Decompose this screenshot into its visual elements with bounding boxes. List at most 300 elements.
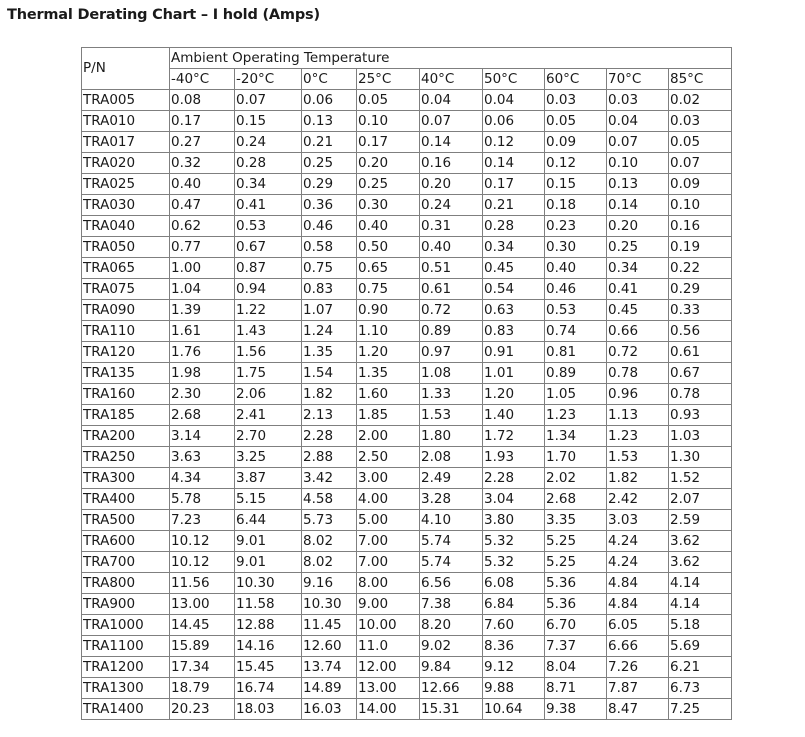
value-cell: 13.00 xyxy=(357,678,420,699)
value-cell: 11.56 xyxy=(170,573,235,594)
part-number-cell: TRA300 xyxy=(82,468,170,489)
value-cell: 5.78 xyxy=(170,489,235,510)
value-cell: 1.39 xyxy=(170,300,235,321)
value-cell: 10.12 xyxy=(170,552,235,573)
value-cell: 0.36 xyxy=(302,195,357,216)
value-cell: 12.00 xyxy=(357,657,420,678)
part-number-cell: TRA135 xyxy=(82,363,170,384)
value-cell: 0.20 xyxy=(420,174,483,195)
value-cell: 1.35 xyxy=(357,363,420,384)
value-cell: 7.38 xyxy=(420,594,483,615)
value-cell: 14.45 xyxy=(170,615,235,636)
value-cell: 0.53 xyxy=(235,216,302,237)
value-cell: 0.17 xyxy=(170,111,235,132)
value-cell: 2.28 xyxy=(483,468,545,489)
value-cell: 12.66 xyxy=(420,678,483,699)
value-cell: 1.03 xyxy=(669,426,732,447)
temp-header: 40°C xyxy=(420,69,483,90)
value-cell: 0.04 xyxy=(420,90,483,111)
table-row xyxy=(82,300,732,321)
value-cell: 0.83 xyxy=(302,279,357,300)
part-number-cell: TRA110 xyxy=(82,321,170,342)
value-cell: 6.73 xyxy=(669,678,732,699)
value-cell: 1.85 xyxy=(357,405,420,426)
value-cell: 7.00 xyxy=(357,531,420,552)
value-cell: 1.60 xyxy=(357,384,420,405)
value-cell: 0.91 xyxy=(483,342,545,363)
value-cell: 1.05 xyxy=(545,384,607,405)
value-cell: 0.58 xyxy=(302,237,357,258)
value-cell: 1.40 xyxy=(483,405,545,426)
value-cell: 0.13 xyxy=(607,174,669,195)
value-cell: 0.29 xyxy=(302,174,357,195)
value-cell: 1.20 xyxy=(357,342,420,363)
value-cell: 6.05 xyxy=(607,615,669,636)
value-cell: 1.43 xyxy=(235,321,302,342)
table-row xyxy=(82,447,732,468)
value-cell: 0.23 xyxy=(545,216,607,237)
value-cell: 0.75 xyxy=(302,258,357,279)
value-cell: 1.82 xyxy=(607,468,669,489)
value-cell: 0.16 xyxy=(420,153,483,174)
value-cell: 0.40 xyxy=(545,258,607,279)
value-cell: 9.38 xyxy=(545,699,607,720)
value-cell: 5.18 xyxy=(669,615,732,636)
value-cell: 8.36 xyxy=(483,636,545,657)
value-cell: 1.56 xyxy=(235,342,302,363)
value-cell: 0.45 xyxy=(483,258,545,279)
value-cell: 0.83 xyxy=(483,321,545,342)
value-cell: 7.60 xyxy=(483,615,545,636)
value-cell: 0.16 xyxy=(669,216,732,237)
value-cell: 14.16 xyxy=(235,636,302,657)
value-cell: 0.09 xyxy=(545,132,607,153)
value-cell: 0.20 xyxy=(357,153,420,174)
value-cell: 0.17 xyxy=(483,174,545,195)
part-number-cell: TRA900 xyxy=(82,594,170,615)
value-cell: 1.76 xyxy=(170,342,235,363)
value-cell: 0.32 xyxy=(170,153,235,174)
value-cell: 2.68 xyxy=(545,489,607,510)
value-cell: 2.68 xyxy=(170,405,235,426)
value-cell: 0.06 xyxy=(483,111,545,132)
value-cell: 3.00 xyxy=(357,468,420,489)
value-cell: 1.23 xyxy=(545,405,607,426)
value-cell: 7.37 xyxy=(545,636,607,657)
value-cell: 0.06 xyxy=(302,90,357,111)
value-cell: 1.04 xyxy=(170,279,235,300)
table-row xyxy=(82,405,732,426)
thermal-derating-table xyxy=(81,47,732,720)
value-cell: 1.00 xyxy=(170,258,235,279)
value-cell: 0.34 xyxy=(607,258,669,279)
value-cell: 4.00 xyxy=(357,489,420,510)
value-cell: 0.07 xyxy=(607,132,669,153)
value-cell: 2.49 xyxy=(420,468,483,489)
value-cell: 2.28 xyxy=(302,426,357,447)
value-cell: 1.52 xyxy=(669,468,732,489)
value-cell: 4.14 xyxy=(669,573,732,594)
value-cell: 15.45 xyxy=(235,657,302,678)
value-cell: 12.60 xyxy=(302,636,357,657)
header-row-group xyxy=(82,48,732,69)
value-cell: 0.12 xyxy=(483,132,545,153)
value-cell: 1.33 xyxy=(420,384,483,405)
part-number-cell: TRA160 xyxy=(82,384,170,405)
value-cell: 1.54 xyxy=(302,363,357,384)
value-cell: 3.25 xyxy=(235,447,302,468)
value-cell: 7.23 xyxy=(170,510,235,531)
value-cell: 9.84 xyxy=(420,657,483,678)
value-cell: 0.03 xyxy=(669,111,732,132)
table-row xyxy=(82,426,732,447)
value-cell: 6.56 xyxy=(420,573,483,594)
value-cell: 8.20 xyxy=(420,615,483,636)
value-cell: 1.98 xyxy=(170,363,235,384)
value-cell: 6.66 xyxy=(607,636,669,657)
value-cell: 9.16 xyxy=(302,573,357,594)
table-row xyxy=(82,489,732,510)
value-cell: 6.21 xyxy=(669,657,732,678)
value-cell: 0.21 xyxy=(302,132,357,153)
value-cell: 0.12 xyxy=(545,153,607,174)
part-number-cell: TRA500 xyxy=(82,510,170,531)
value-cell: 0.10 xyxy=(357,111,420,132)
value-cell: 0.63 xyxy=(483,300,545,321)
value-cell: 9.00 xyxy=(357,594,420,615)
value-cell: 1.24 xyxy=(302,321,357,342)
value-cell: 0.66 xyxy=(607,321,669,342)
value-cell: 1.30 xyxy=(669,447,732,468)
value-cell: 0.72 xyxy=(420,300,483,321)
part-number-cell: TRA1300 xyxy=(82,678,170,699)
value-cell: 0.81 xyxy=(545,342,607,363)
value-cell: 0.29 xyxy=(669,279,732,300)
table-row xyxy=(82,468,732,489)
value-cell: 0.24 xyxy=(235,132,302,153)
value-cell: 0.51 xyxy=(420,258,483,279)
value-cell: 0.13 xyxy=(302,111,357,132)
value-cell: 20.23 xyxy=(170,699,235,720)
value-cell: 0.24 xyxy=(420,195,483,216)
value-cell: 0.45 xyxy=(607,300,669,321)
value-cell: 0.05 xyxy=(669,132,732,153)
value-cell: 0.67 xyxy=(235,237,302,258)
value-cell: 2.13 xyxy=(302,405,357,426)
value-cell: 18.03 xyxy=(235,699,302,720)
value-cell: 9.02 xyxy=(420,636,483,657)
temp-header: 25°C xyxy=(357,69,420,90)
value-cell: 0.25 xyxy=(607,237,669,258)
value-cell: 8.02 xyxy=(302,552,357,573)
value-cell: 0.03 xyxy=(607,90,669,111)
value-cell: 14.00 xyxy=(357,699,420,720)
table-row xyxy=(82,174,732,195)
value-cell: 3.63 xyxy=(170,447,235,468)
value-cell: 0.25 xyxy=(357,174,420,195)
part-number-cell: TRA065 xyxy=(82,258,170,279)
temp-header: -40°C xyxy=(170,69,235,90)
value-cell: 9.01 xyxy=(235,552,302,573)
value-cell: 0.10 xyxy=(669,195,732,216)
value-cell: 0.25 xyxy=(302,153,357,174)
value-cell: 4.84 xyxy=(607,594,669,615)
value-cell: 1.53 xyxy=(607,447,669,468)
value-cell: 0.62 xyxy=(170,216,235,237)
value-cell: 1.93 xyxy=(483,447,545,468)
page-title: Thermal Derating Chart – I hold (Amps) xyxy=(7,7,320,23)
value-cell: 0.89 xyxy=(545,363,607,384)
value-cell: 0.46 xyxy=(545,279,607,300)
part-number-cell: TRA200 xyxy=(82,426,170,447)
table-row xyxy=(82,678,732,699)
table-row xyxy=(82,510,732,531)
table-row xyxy=(82,111,732,132)
value-cell: 2.06 xyxy=(235,384,302,405)
value-cell: 0.04 xyxy=(607,111,669,132)
value-cell: 1.13 xyxy=(607,405,669,426)
value-cell: 1.82 xyxy=(302,384,357,405)
part-number-cell: TRA030 xyxy=(82,195,170,216)
table-row xyxy=(82,552,732,573)
value-cell: 0.18 xyxy=(545,195,607,216)
value-cell: 1.10 xyxy=(357,321,420,342)
value-cell: 1.61 xyxy=(170,321,235,342)
table-row xyxy=(82,573,732,594)
value-cell: 7.26 xyxy=(607,657,669,678)
value-cell: 5.74 xyxy=(420,531,483,552)
value-cell: 3.62 xyxy=(669,552,732,573)
value-cell: 10.30 xyxy=(302,594,357,615)
value-cell: 5.00 xyxy=(357,510,420,531)
value-cell: 11.58 xyxy=(235,594,302,615)
value-cell: 0.05 xyxy=(545,111,607,132)
value-cell: 18.79 xyxy=(170,678,235,699)
value-cell: 0.08 xyxy=(170,90,235,111)
value-cell: 2.70 xyxy=(235,426,302,447)
value-cell: 0.54 xyxy=(483,279,545,300)
value-cell: 0.87 xyxy=(235,258,302,279)
value-cell: 0.67 xyxy=(669,363,732,384)
value-cell: 0.07 xyxy=(669,153,732,174)
value-cell: 0.14 xyxy=(607,195,669,216)
value-cell: 10.00 xyxy=(357,615,420,636)
value-cell: 3.35 xyxy=(545,510,607,531)
part-number-cell: TRA005 xyxy=(82,90,170,111)
value-cell: 0.09 xyxy=(669,174,732,195)
value-cell: 0.34 xyxy=(483,237,545,258)
part-number-cell: TRA050 xyxy=(82,237,170,258)
value-cell: 0.90 xyxy=(357,300,420,321)
value-cell: 0.46 xyxy=(302,216,357,237)
part-number-cell: TRA400 xyxy=(82,489,170,510)
value-cell: 5.15 xyxy=(235,489,302,510)
part-number-cell: TRA1000 xyxy=(82,615,170,636)
value-cell: 0.75 xyxy=(357,279,420,300)
part-number-cell: TRA1400 xyxy=(82,699,170,720)
value-cell: 9.12 xyxy=(483,657,545,678)
value-cell: 0.40 xyxy=(357,216,420,237)
value-cell: 5.32 xyxy=(483,531,545,552)
value-cell: 0.61 xyxy=(669,342,732,363)
value-cell: 12.88 xyxy=(235,615,302,636)
value-cell: 8.04 xyxy=(545,657,607,678)
value-cell: 1.70 xyxy=(545,447,607,468)
value-cell: 9.88 xyxy=(483,678,545,699)
table-row xyxy=(82,699,732,720)
table-row xyxy=(82,195,732,216)
value-cell: 0.15 xyxy=(235,111,302,132)
table-row xyxy=(82,132,732,153)
temperature-group-header: Ambient Operating Temperature xyxy=(170,48,732,69)
value-cell: 3.04 xyxy=(483,489,545,510)
value-cell: 0.17 xyxy=(357,132,420,153)
value-cell: 1.72 xyxy=(483,426,545,447)
temp-header: 85°C xyxy=(669,69,732,90)
value-cell: 0.96 xyxy=(607,384,669,405)
value-cell: 0.28 xyxy=(483,216,545,237)
value-cell: 15.89 xyxy=(170,636,235,657)
value-cell: 0.07 xyxy=(235,90,302,111)
value-cell: 0.04 xyxy=(483,90,545,111)
pn-header: P/N xyxy=(82,48,170,90)
value-cell: 7.87 xyxy=(607,678,669,699)
value-cell: 14.89 xyxy=(302,678,357,699)
value-cell: 1.22 xyxy=(235,300,302,321)
value-cell: 0.78 xyxy=(607,363,669,384)
value-cell: 4.84 xyxy=(607,573,669,594)
table-row xyxy=(82,594,732,615)
value-cell: 5.25 xyxy=(545,552,607,573)
value-cell: 13.00 xyxy=(170,594,235,615)
value-cell: 0.40 xyxy=(420,237,483,258)
part-number-cell: TRA1100 xyxy=(82,636,170,657)
value-cell: 0.20 xyxy=(607,216,669,237)
value-cell: 5.69 xyxy=(669,636,732,657)
part-number-cell: TRA025 xyxy=(82,174,170,195)
value-cell: 0.10 xyxy=(607,153,669,174)
value-cell: 2.50 xyxy=(357,447,420,468)
value-cell: 0.93 xyxy=(669,405,732,426)
value-cell: 1.20 xyxy=(483,384,545,405)
part-number-cell: TRA1200 xyxy=(82,657,170,678)
value-cell: 0.53 xyxy=(545,300,607,321)
value-cell: 3.87 xyxy=(235,468,302,489)
value-cell: 0.72 xyxy=(607,342,669,363)
value-cell: 11.45 xyxy=(302,615,357,636)
value-cell: 0.77 xyxy=(170,237,235,258)
part-number-cell: TRA090 xyxy=(82,300,170,321)
value-cell: 8.71 xyxy=(545,678,607,699)
part-number-cell: TRA075 xyxy=(82,279,170,300)
value-cell: 8.02 xyxy=(302,531,357,552)
value-cell: 7.00 xyxy=(357,552,420,573)
value-cell: 10.12 xyxy=(170,531,235,552)
value-cell: 0.34 xyxy=(235,174,302,195)
table-row xyxy=(82,384,732,405)
part-number-cell: TRA010 xyxy=(82,111,170,132)
value-cell: 0.30 xyxy=(357,195,420,216)
value-cell: 0.02 xyxy=(669,90,732,111)
table-row xyxy=(82,258,732,279)
value-cell: 0.65 xyxy=(357,258,420,279)
value-cell: 6.84 xyxy=(483,594,545,615)
value-cell: 0.22 xyxy=(669,258,732,279)
value-cell: 4.58 xyxy=(302,489,357,510)
value-cell: 10.30 xyxy=(235,573,302,594)
table-row xyxy=(82,90,732,111)
table-row xyxy=(82,615,732,636)
value-cell: 16.03 xyxy=(302,699,357,720)
value-cell: 2.00 xyxy=(357,426,420,447)
value-cell: 0.27 xyxy=(170,132,235,153)
value-cell: 2.07 xyxy=(669,489,732,510)
value-cell: 0.47 xyxy=(170,195,235,216)
table-row xyxy=(82,153,732,174)
value-cell: 2.41 xyxy=(235,405,302,426)
value-cell: 0.05 xyxy=(357,90,420,111)
value-cell: 0.21 xyxy=(483,195,545,216)
table-row xyxy=(82,363,732,384)
part-number-cell: TRA250 xyxy=(82,447,170,468)
value-cell: 0.07 xyxy=(420,111,483,132)
value-cell: 0.41 xyxy=(235,195,302,216)
value-cell: 2.08 xyxy=(420,447,483,468)
value-cell: 0.03 xyxy=(545,90,607,111)
value-cell: 0.41 xyxy=(607,279,669,300)
part-number-cell: TRA800 xyxy=(82,573,170,594)
value-cell: 6.08 xyxy=(483,573,545,594)
value-cell: 4.24 xyxy=(607,552,669,573)
table-row xyxy=(82,342,732,363)
value-cell: 5.74 xyxy=(420,552,483,573)
value-cell: 11.0 xyxy=(357,636,420,657)
value-cell: 0.50 xyxy=(357,237,420,258)
value-cell: 1.07 xyxy=(302,300,357,321)
part-number-cell: TRA185 xyxy=(82,405,170,426)
temp-header: -20°C xyxy=(235,69,302,90)
value-cell: 9.01 xyxy=(235,531,302,552)
value-cell: 8.00 xyxy=(357,573,420,594)
value-cell: 3.03 xyxy=(607,510,669,531)
value-cell: 0.61 xyxy=(420,279,483,300)
value-cell: 0.56 xyxy=(669,321,732,342)
value-cell: 8.47 xyxy=(607,699,669,720)
value-cell: 16.74 xyxy=(235,678,302,699)
value-cell: 1.23 xyxy=(607,426,669,447)
value-cell: 15.31 xyxy=(420,699,483,720)
value-cell: 2.88 xyxy=(302,447,357,468)
value-cell: 3.28 xyxy=(420,489,483,510)
value-cell: 5.36 xyxy=(545,573,607,594)
temp-header: 70°C xyxy=(607,69,669,90)
value-cell: 1.01 xyxy=(483,363,545,384)
table-row xyxy=(82,279,732,300)
value-cell: 0.31 xyxy=(420,216,483,237)
table-row xyxy=(82,657,732,678)
value-cell: 4.24 xyxy=(607,531,669,552)
temp-header: 50°C xyxy=(483,69,545,90)
value-cell: 10.64 xyxy=(483,699,545,720)
value-cell: 0.74 xyxy=(545,321,607,342)
value-cell: 2.30 xyxy=(170,384,235,405)
value-cell: 0.28 xyxy=(235,153,302,174)
value-cell: 3.62 xyxy=(669,531,732,552)
value-cell: 0.14 xyxy=(420,132,483,153)
part-number-cell: TRA017 xyxy=(82,132,170,153)
value-cell: 5.36 xyxy=(545,594,607,615)
table-row xyxy=(82,531,732,552)
